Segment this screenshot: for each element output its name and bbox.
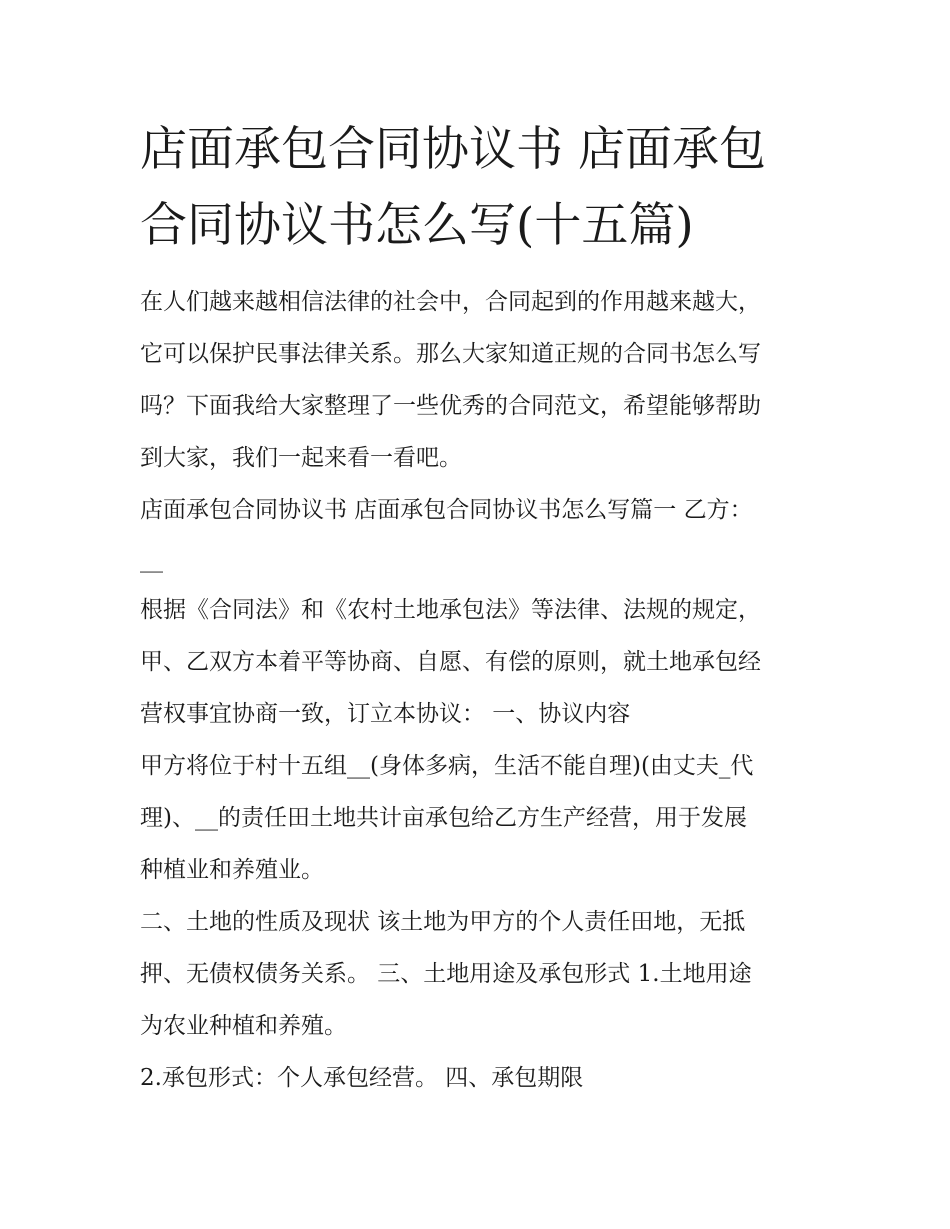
document-title (140, 112, 820, 264)
body-line: 2.承包形式：个人承包经营。 四、承包期限 (140, 1065, 584, 1091)
body-line: 在人们越来越相信法律的社会中，合同起到的作用越来越大， (140, 289, 761, 315)
title-line-1: 店面承包合同协议书 店面承包 (140, 122, 766, 177)
body-line: 吗？下面我给大家整理了一些优秀的合同范文，希望能够帮助 (140, 393, 761, 419)
body-line: 它可以保护民事法律关系。那么大家知道正规的合同书怎么写 (140, 341, 761, 367)
body-line: 店面承包合同协议书 店面承包合同协议书怎么写篇一 乙方： (140, 497, 753, 523)
body-line: 甲方将位于村十五组__(身体多病，生活不能自理)(由丈夫_代 (140, 753, 754, 779)
title-line-2: 合同协议书怎么写(十五篇) (140, 198, 694, 253)
body-line: __ (140, 547, 163, 573)
document-body (140, 276, 820, 1104)
body-line: 到大家，我们一起来看一看吧。 (140, 445, 462, 471)
body-line: 二、土地的性质及现状 该土地为甲方的个人责任田地，无抵 (140, 909, 746, 935)
body-line: 理)、__的责任田土地共计亩承包给乙方生产经营，用于发展 (140, 805, 747, 831)
body-line: 种植业和养殖业。 (140, 857, 324, 883)
body-line: 根据《合同法》和《农村土地承包法》等法律、法规的规定， (140, 597, 761, 623)
body-line: 营权事宜协商一致，订立本协议： 一、协议内容 (140, 701, 631, 727)
body-line: 甲、乙双方本着平等协商、自愿、有偿的原则，就土地承包经 (140, 649, 761, 675)
body-line: 押、无债权债务关系。 三、土地用途及承包形式 1.土地用途 (140, 961, 752, 987)
body-line: 为农业种植和养殖。 (140, 1013, 347, 1039)
